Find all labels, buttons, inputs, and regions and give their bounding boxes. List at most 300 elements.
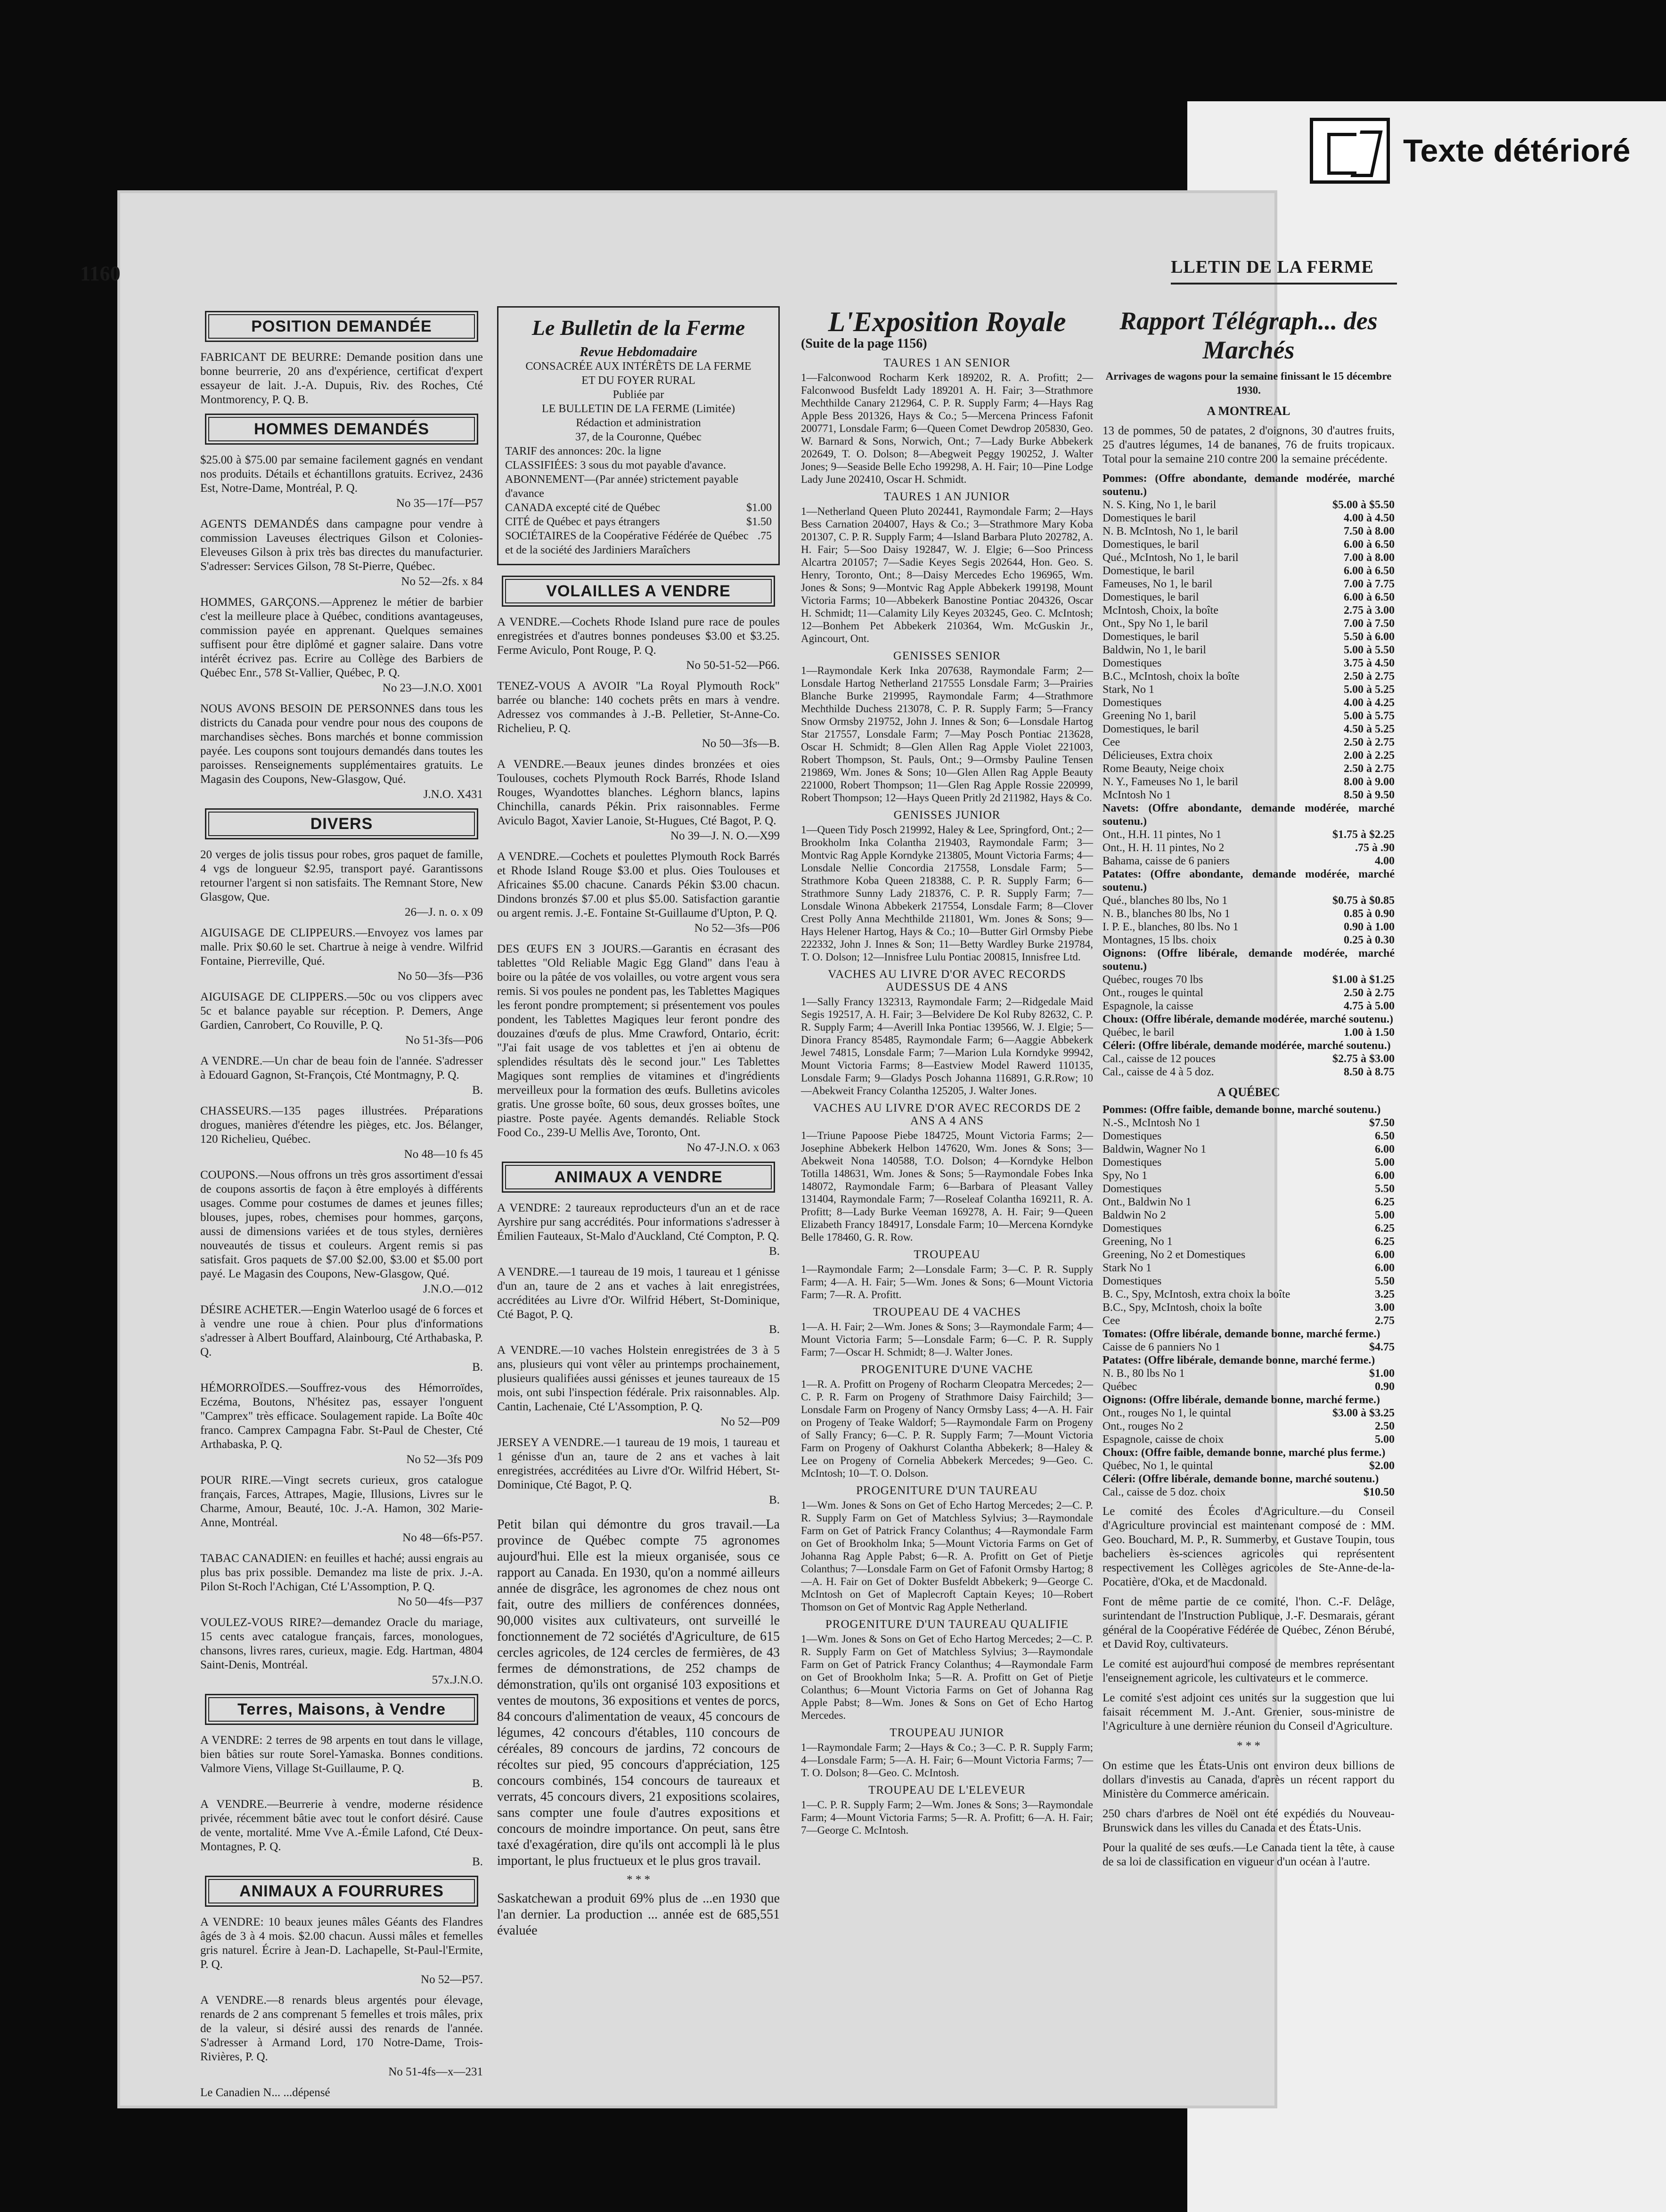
- price-value: 2.75: [1375, 1315, 1395, 1327]
- price-row: [1102, 973, 1395, 986]
- section-heading-box: [502, 1162, 775, 1193]
- price-row: [1102, 802, 1395, 828]
- ad-ref: B.: [472, 1777, 483, 1790]
- article-comite-4: Le comité s'est adjoint ces unités sur la suggestion que lui faisait récemment M. J.-Ant. Grenier, sous-ministre de l'Agriculture à une dernière réunion du Conseil d'Agriculture.: [1102, 1692, 1395, 1732]
- price-row: [1102, 894, 1395, 907]
- ad-ref: J.N.O.—012: [423, 1283, 483, 1295]
- montreal-arrivals: 13 de pommes, 50 de patates, 2 d'oignons, 30 d'autres fruits, 25 d'autres légumes, 14 de bananes, 76 de fruits tropicaux. Total pour la semaine 210 contre 200 la semaine précédente.: [1102, 424, 1395, 465]
- ad-ref: No 52—P57.: [421, 1973, 483, 1986]
- section-text: 1—C. P. R. Supply Farm; 2—Wm. Jones & Sons; 3—Raymondale Farm; 4—Mount Victoria Farms; 5—R. A. Profitt; 6—A. H. Fair; 7—George C. McIntosh.: [801, 1799, 1093, 1836]
- price-row: [1102, 828, 1395, 841]
- rate-label: SOCIÉTAIRES de la Coopérative Fédérée de Québec et de la société des Jardiniers Maraîchers: [505, 530, 749, 556]
- price-row: [1102, 643, 1395, 657]
- classified-ad: [200, 702, 483, 802]
- price-item: N. B., blanches 80 lbs, No 1: [1102, 908, 1230, 920]
- classified-ad: FABRICANT DE BEURRE: Demande position dans une bonne beurrerie, 20 ans d'expérience, certificat d'expert essayeur de lait. J.-A. Dupuis, Riv. des Roches, Cté Montmorency, P. Q. B.: [200, 351, 483, 406]
- classified-ad: [200, 1993, 483, 2079]
- header-rule: [1171, 283, 1397, 285]
- ad-ref: B.: [472, 1855, 483, 1868]
- price-item: Québec: [1102, 1381, 1137, 1393]
- price-row: [1102, 604, 1395, 617]
- separator-stars: * * *: [1237, 1740, 1260, 1752]
- price-value: $3.00 à $3.25: [1332, 1407, 1395, 1419]
- price-row: [1102, 1472, 1395, 1486]
- price-row: [1102, 683, 1395, 696]
- ad-ref: No 48—6fs-P57.: [402, 1531, 483, 1544]
- masthead-line: CONSACRÉE AUX INTÉRÊTS DE LA FERME: [525, 360, 751, 373]
- classified-ad: [200, 1616, 483, 1687]
- classified-ad: [497, 615, 780, 673]
- ad-text: CHASSEURS.—135 pages illustrées. Préparations drogues, manières d'étendre les pièges, etc. Jos. Bélanger, 120 Richelieu, Québec.: [200, 1105, 483, 1146]
- price-item: Québec, rouges 70 lbs: [1102, 974, 1203, 986]
- price-row: [1102, 696, 1395, 709]
- masthead-subtitle: Revue Hebdomadaire: [580, 345, 697, 359]
- rate-value: .75: [758, 530, 772, 542]
- price-value: 5.00: [1375, 1209, 1395, 1221]
- classified-ad: [200, 517, 483, 589]
- ad-text: A VENDRE.—Beurrerie à vendre, moderne résidence privée, récemment bâtie avec tout le confort désiré. Cause de vente, mortalité. Mme Vve A.-Émile Lafond, Cté Deux-Montagnes, P. Q.: [200, 1798, 483, 1853]
- price-row: [1102, 1222, 1395, 1235]
- section-subhead: GENISSES SENIOR: [893, 650, 1001, 662]
- price-value: $4.75: [1369, 1341, 1395, 1353]
- ad-text: HOMMES, GARÇONS.—Apprenez le métier de barbier c'est la meilleure place à Québec, conditions avantageuses, commission payée en apprenant. Quelques semaines suffisent pour être diplômé et gagner salaire. Dans votre intérêt écrivez pas. Ecrire au Collège des Barbiers de Québec Enr., 578 St-Vallier, Québec, P. Q.: [200, 596, 483, 679]
- price-item: Oignons: (Offre libérale, demande bonne, marché ferme.): [1102, 1394, 1380, 1406]
- price-item: Céleri: (Offre libérale, demande bonne, marché soutenu.): [1102, 1473, 1379, 1485]
- price-value: 6.25: [1375, 1236, 1395, 1248]
- price-value: 2.50 à 2.75: [1344, 763, 1395, 775]
- quebec-price-list: [1102, 1103, 1395, 1499]
- price-item: B. C., Spy, McIntosh, extra choix la boîte: [1102, 1288, 1290, 1301]
- section-heading-box: [502, 576, 775, 607]
- price-item: Cal., caisse de 4 à 5 doz.: [1102, 1066, 1214, 1078]
- price-item: Choux: (Offre faible, demande bonne, marché plus ferme.): [1102, 1447, 1386, 1459]
- article-subtitle: (Suite de la page 1156): [801, 336, 927, 351]
- price-item: Spy, No 1: [1102, 1170, 1148, 1182]
- price-value: 8.00 à 9.00: [1344, 776, 1395, 788]
- rate-row: [505, 515, 772, 529]
- price-value: 6.00 à 6.50: [1344, 591, 1395, 603]
- ad-text: HÉMORROÏDES.—Souffrez-vous des Hémorroïdes, Eczéma, Boutons, N'hésitez pas, essayer l'onguent "Camprex" très efficace. Soulagement rapide. La Boîte 40c franco. Camprex Campagna Fabr. St-Paul de Chester, Cté Arthabaska, P. Q.: [200, 1382, 483, 1451]
- classified-ad: [497, 942, 780, 1155]
- section-heading-box: [205, 1694, 478, 1725]
- section-subhead: TAURES 1 AN SENIOR: [883, 357, 1011, 369]
- price-row: [1102, 472, 1395, 498]
- section-subhead: PROGENITURE D'UN TAUREAU: [856, 1484, 1038, 1497]
- classified-ad: [200, 926, 483, 984]
- article-title: L'Exposition Royale: [828, 306, 1066, 337]
- ad-text: A VENDRE.—Cochets Rhode Island pure race de poules enregistrées et d'autres bonnes pondeuses $3.00 et $3.25. Ferme Aviculo, Pont Rouge, P. Q.: [497, 616, 780, 657]
- price-value: 3.75 à 4.50: [1344, 657, 1395, 669]
- article-comite-3: Le comité est aujourd'hui composé de membres représentant l'enseignement agricole, les cultivateurs et le commerce.: [1102, 1658, 1395, 1684]
- ad-ref: No 50—4fs—P37: [397, 1595, 483, 1608]
- price-item: Qué., McIntosh, No 1, le baril: [1102, 552, 1239, 564]
- ad-text: A VENDRE: 2 taureaux reproducteurs d'un an et de race Ayrshire pur sang accrédités. Pour informations s'adresser à Émilien Fauteaux, St-Malo d'Auckland, Cté Compton, P. Q.: [497, 1202, 780, 1243]
- price-item: Domestiques: [1102, 1156, 1162, 1169]
- section-heading: DIVERS: [208, 812, 475, 836]
- classified-ad: [200, 1915, 483, 1987]
- price-item: I. P. E., blanches, 80 lbs. No 1: [1102, 921, 1239, 933]
- price-row: [1102, 538, 1395, 551]
- masthead-line: 37, de la Couronne, Québec: [575, 431, 702, 443]
- price-row: [1102, 512, 1395, 525]
- price-item: Cal., caisse de 5 doz. choix: [1102, 1486, 1226, 1498]
- price-item: Stark, No 1: [1102, 683, 1154, 696]
- price-item: Pommes: (Offre abondante, demande modérée, marché soutenu.): [1102, 472, 1395, 498]
- section-text: 1—A. H. Fair; 2—Wm. Jones & Sons; 3—Raymondale Farm; 4—Mount Victoria Farm; 5—Lonsdale Farm; 6—C. P. R. Supply Farm; 7—Oscar H. Schmidt; 8—J. Walter Jones.: [801, 1321, 1093, 1358]
- price-value: 6.00 à 6.50: [1344, 538, 1395, 551]
- ad-text: A VENDRE.—Cochets et poulettes Plymouth Rock Barrés et Rhode Island Rouge $3.00 et plus. Oies Toulouses et Africaines $5.00 chacune. Canards Pékin $3.00 chacun. Dindons bronzés $7.00 et plus $5.00. Satisfaction garantie ou argent remis. J.-E. Fontaine St-Guillaume d'Upton, P. Q.: [497, 850, 780, 919]
- price-value: 6.00: [1375, 1170, 1395, 1182]
- price-value: $5.00 à $5.50: [1332, 499, 1395, 511]
- ad-text: DES ŒUFS EN 3 JOURS.—Garantis en écrasant des tablettes "Old Reliable Magic Egg Gland" dans l'eau à boire ou la pâtée de vos volailles, ou votre argent vous sera remis. Si vos poules ne pondent pas, les Tablettes Magiques les feront pondre promptement; si présentement vos poules pondent, les Tablettes Magiques leur feront pondre des douzaines d'œufs de plus. Mme Crawford, Ontario, écrit: "J'ai fait usage de vos tablettes et j'en ai obtenu de splendides résultats dès le second jour." Les Tablettes Magiques sont remplies de vitamines et d'ingrédients merveilleux pour la formation des œufs. Bulletins avicoles gratis. Une grosse boîte, 60 sous, deux grosses boîtes, une piastre. Poste payée. Agents demandés. Reliable Stock Food Co., 239-U Mellis Ave, Toronto, Ont.: [497, 943, 780, 1139]
- price-row: [1102, 1209, 1395, 1222]
- ad-ref: J.N.O. X431: [423, 788, 483, 801]
- masthead-abonnement: ABONNEMENT—(Par année) strictement payable d'avance: [505, 473, 739, 500]
- price-row: [1102, 1103, 1395, 1116]
- price-item: N.-S., McIntosh No 1: [1102, 1117, 1200, 1129]
- price-value: $7.50: [1369, 1117, 1395, 1129]
- price-item: Délicieuses, Extra choix: [1102, 749, 1213, 762]
- price-row: [1102, 1380, 1395, 1393]
- price-row: [1102, 736, 1395, 749]
- ad-ref: 26—J. n. o. x 09: [405, 906, 483, 919]
- column-exposition: [801, 306, 1093, 1837]
- column-tail-text: Le Canadien N... ...dépensé: [200, 2086, 330, 2099]
- price-row: [1102, 986, 1395, 1000]
- price-value: 4.00: [1375, 855, 1395, 867]
- price-row: [1102, 1275, 1395, 1288]
- classified-ad: [200, 1168, 483, 1296]
- price-row: [1102, 1314, 1395, 1327]
- section-heading: VOLAILLES A VENDRE: [505, 579, 772, 603]
- ad-text: TENEZ-VOUS A AVOIR "La Royal Plymouth Rock" barrée ou blanche: 140 cochets prêts en mars à vendre. Adressez vos commandes à J.-B. Pelletier, St-Anne-Co. Richelieu, P. Q.: [497, 680, 780, 735]
- article-saskatchewan: Saskatchewan a produit 69% plus de ...en 1930 que l'an dernier. La production ... année est de 685,551 évaluée: [497, 1891, 780, 1938]
- section-heading: Terres, Maisons, à Vendre: [208, 1697, 475, 1722]
- section-text: 1—R. A. Profitt on Progeny of Rocharm Cleopatra Mercedes; 2—C. P. R. Farm on Progeny of Strathmore Daisy Fairchild; 3—Lonsdale Farm on Progeny of Nancy Ormsby Lass; 4—A. H. Fair on Progeny of Teake Waldorf; 5—Raymondale Farm on Progeny of Sally Francy; 6—C. P. R. Supply Farm; 7—Mount Victoria Farm on Progeny of Oakhurst Colantha Abbekerk; 8—Haley & Lee on Progeny of Cornelia Abbekerk Mercedes; 9—Geo. C. McIntosh; 10—T. O. Dolson.: [801, 1378, 1093, 1479]
- rate-row: [505, 501, 772, 515]
- price-item: Qué., blanches 80 lbs, No 1: [1102, 895, 1228, 907]
- price-value: $2.00: [1369, 1460, 1395, 1472]
- price-row: [1102, 1433, 1395, 1446]
- ad-ref: 57x.J.N.O.: [432, 1674, 483, 1686]
- price-item: Espagnole, caisse de choix: [1102, 1433, 1224, 1446]
- classified-ad: [200, 1104, 483, 1162]
- classified-ad: [200, 848, 483, 919]
- article-comite-2: Font de même partie de ce comité, l'hon. C.-F. Delâge, surintendant de l'Instruction Publique, J.-F. Desmarais, gérant général de la Coopérative Fédérée de Québec, Zénon Bérubé, et David Roy, cultivateurs.: [1102, 1595, 1395, 1651]
- city-heading-quebec: A QUÉBEC: [1217, 1085, 1280, 1099]
- ad-ref: No 39—J. N. O.—X99: [670, 830, 780, 842]
- price-row: [1102, 1261, 1395, 1275]
- ad-text: DÉSIRE ACHETER.—Engin Waterloo usagé de 6 forces et à vendre une roue à chien. Pour plus d'informations s'adresser à Albert Bouffard, Alainbourg, Cté Arthabaska, P. Q.: [200, 1303, 483, 1358]
- section-subhead: GENISSES JUNIOR: [893, 809, 1001, 821]
- price-row: [1102, 525, 1395, 538]
- ad-ref: B.: [472, 1084, 483, 1097]
- price-row: [1102, 1130, 1395, 1143]
- ad-ref: No 50-51-52—P66.: [686, 659, 780, 672]
- price-value: 4.75 à 5.00: [1344, 1000, 1395, 1012]
- price-item: N. B., 80 lbs No 1: [1102, 1367, 1185, 1380]
- price-value: 5.50 à 6.00: [1344, 631, 1395, 643]
- price-item: Patates: (Offre libérale, demande bonne, marché ferme.): [1102, 1354, 1375, 1366]
- section-subhead: VACHES AU LIVRE D'OR AVEC RECORDS DE 2 ANS A 4 ANS: [813, 1102, 1081, 1127]
- price-value: 2.75 à 3.00: [1344, 604, 1395, 617]
- ad-text: NOUS AVONS BESOIN DE PERSONNES dans tous les districts du Canada pour vendre pour nous des coupons de marchandises sèches. Bons marchés et bonne commission payée. Les coupons sont toujours demandés dans toutes les paroisses. Renseignements supplémentaires gratuits. Le Magasin des Coupons, New-Glasgow, Qué.: [200, 702, 483, 786]
- ad-text: POUR RIRE.—Vingt secrets curieux, gros catalogue français, Farces, Attrapes, Magie, Illusions, Livres sur le Charme, Amour, Beauté, 10c. J.-A. Hamon, 302 Marie-Anne, Montréal.: [200, 1474, 483, 1529]
- price-item: Pommes: (Offre faible, demande bonne, marché soutenu.): [1102, 1104, 1381, 1116]
- ad-text: COUPONS.—Nous offrons un très gros assortiment d'essai de coupons assortis de façon à être employés à différents usages. Comme pour costumes de dames et jeunes filles; blouses, jupes, robes, chemises pour hommes, garçons, aussi de dimensions variées et de tous styles, dernières nouveautés de tissus et couleurs. Argent remis si pas satisfait. Gros paquets de $7.00 $2.00, $3.00 et $5.00 port payé. Le Magasin des Coupons, New-Glasgow, Qué.: [200, 1169, 483, 1280]
- ad-text: A VENDRE: 2 terres de 98 arpents en tout dans le village, bien bâties sur route Sorel-Yamaska. Bonnes conditions. Valmore Viens, Village St-Guillaume, P. Q.: [200, 1734, 483, 1775]
- section-subhead: TROUPEAU DE 4 VACHES: [873, 1306, 1021, 1318]
- price-value: 3.00: [1375, 1301, 1395, 1314]
- page-number: 1160: [80, 262, 121, 285]
- price-row: [1102, 1169, 1395, 1182]
- ad-text: $25.00 à $75.00 par semaine facilement gagnés en vendant nos produits. Détails et échantillons gratuits. Ecrivez, 2436 Est, Notre-Dame, Montréal, P. Q.: [200, 454, 483, 495]
- section-subhead: TAURES 1 AN JUNIOR: [883, 490, 1011, 503]
- price-value: 5.50: [1375, 1183, 1395, 1195]
- price-value: 4.00 à 4.25: [1344, 697, 1395, 709]
- price-item: Oignons: (Offre libérale, demande modérée, marché soutenu.): [1102, 947, 1395, 973]
- price-item: Domestiques, le baril: [1102, 723, 1199, 735]
- price-value: 3.25: [1375, 1288, 1395, 1301]
- masthead-line: Publiée par: [612, 389, 664, 401]
- price-row: [1102, 670, 1395, 683]
- ad-ref: No 52—3fs P09: [406, 1453, 483, 1466]
- price-row: [1102, 1065, 1395, 1079]
- classified-ad: [497, 757, 780, 843]
- price-item: Cal., caisse de 12 pouces: [1102, 1053, 1216, 1065]
- ad-ref: B.: [472, 1361, 483, 1374]
- price-row: [1102, 1182, 1395, 1195]
- price-item: Bahama, caisse de 6 paniers: [1102, 855, 1230, 867]
- price-value: 6.00: [1375, 1143, 1395, 1155]
- masthead-classifiees: CLASSIFIÉES: 3 sous du mot payable d'avance.: [505, 459, 726, 472]
- masthead-title: Le Bulletin de la Ferme: [531, 316, 745, 340]
- section-heading: POSITION DEMANDÉE: [208, 314, 475, 339]
- ad-ref: No 50—3fs—B.: [702, 737, 780, 750]
- price-row: [1102, 749, 1395, 762]
- classified-ad: [497, 1436, 780, 1507]
- price-item: Domestiques: [1102, 1275, 1162, 1287]
- price-item: Domestiques: [1102, 697, 1162, 709]
- price-item: Domestiques, le baril: [1102, 631, 1199, 643]
- price-item: Rome Beauty, Neige choix: [1102, 763, 1225, 775]
- price-item: Ont., H. H. 11 pintes, No 2: [1102, 842, 1225, 854]
- price-row: [1102, 1341, 1395, 1354]
- price-value: 2.50 à 2.75: [1344, 987, 1395, 999]
- price-item: Domestiques le baril: [1102, 512, 1196, 524]
- price-item: B.C., McIntosh, choix la boîte: [1102, 670, 1240, 683]
- price-item: Cee: [1102, 1315, 1120, 1327]
- rate-value: $1.00: [746, 502, 772, 514]
- article-christmas-trees: 250 chars d'arbres de Noël ont été expédiés du Nouveau-Brunswick dans les villes du Canada et des États-Unis.: [1102, 1807, 1395, 1834]
- section-text: 1—Netherland Queen Pluto 202441, Raymondale Farm; 2—Hays Bess Carnation 204007, Hays & Co.; 3—Strathmore Mary Koba 201307, C. P. R. Supply Farm; 4—Island Barbara Pluto 202782, A. H. Fair; 5—Soo Daisy 192847, W. J. Elgie; 6—Soo Princess Alcartra 201057; 7—Sadie Keyes Segis 202644, Hon. Geo. S. Henry, Toronto, Ont.; 8—Daisy Mercedes Echo 196965, Wm. Jones & Sons; 9—Montvic Rag Apple Abbekerk 199198, Mount Victoria Farms; 10—Abbekerk Banostine Pontiac 204326, Oscar H. Schmidt; 11—Calamity Lily Keyes 203245, Geo. C. McIntosh; 12—Bonhem Pet Abbekerk 210364, Wm. McGuskin Jr., Agincourt, Ont.: [801, 505, 1093, 644]
- ad-ref: No 52—3fs—P06: [694, 922, 780, 935]
- price-row: [1102, 1143, 1395, 1156]
- column-masthead-ads: [497, 306, 780, 1939]
- price-value: $0.75 à $0.85: [1332, 895, 1395, 907]
- price-row: [1102, 868, 1395, 894]
- ad-ref: No 50—3fs—P36: [397, 970, 483, 983]
- price-row: [1102, 1026, 1395, 1039]
- section-text: 1—Sally Francy 132313, Raymondale Farm; 2—Ridgedale Maid Segis 192517, A. H. Fair; 3—Belvidere De Kol Ruby 82632, C. P. R. Supply Farm; 4—Averill Inka Pontiac 139566, W. J. Elgie; 5—Dinora Francy 85485, Raymondale Farm; 6—Aaggie Abbekerk Jewel 74815, Lonsdale Farm; 7—Marion Lula Korndyke 99942, Mount Victoria Farms; 8—Eastview Model Rawerd 110135, Lonsdale Farm; 9—Gladys Posch Johanna 116891, G.R.Row; 10—Abekweit Francy Colantha 125205, J. Walter Jones.: [801, 996, 1093, 1097]
- price-value: 0.90: [1375, 1381, 1395, 1393]
- price-item: Caisse de 6 panniers No 1: [1102, 1341, 1220, 1353]
- city-heading-montreal: A MONTREAL: [1207, 404, 1290, 418]
- price-row: [1102, 1393, 1395, 1407]
- section-heading-box: [205, 311, 478, 342]
- price-row: [1102, 1156, 1395, 1169]
- price-row: [1102, 1446, 1395, 1459]
- price-value: 6.50: [1375, 1130, 1395, 1142]
- ad-ref: No 35—17f—P57: [396, 497, 483, 510]
- price-row: [1102, 1407, 1395, 1420]
- price-item: Choux: (Offre libérale, demande modérée, marché soutenu.): [1102, 1013, 1394, 1025]
- ad-text: A VENDRE: 10 beaux jeunes mâles Géants des Flandres âgés de 3 à 4 mois. $2.00 chacun. Aussi mâles et femelles gris naturel. Écrire à Jean-D. Lachapelle, St-Paul-l'Ermite, P. Q.: [200, 1916, 483, 1971]
- section-subhead: PROGENITURE D'UN TAUREAU QUALIFIE: [825, 1618, 1069, 1631]
- masthead-line: Rédaction et administration: [576, 417, 701, 429]
- price-row: [1102, 1354, 1395, 1367]
- price-item: Ont., rouges No 1, le quintal: [1102, 1407, 1232, 1419]
- ad-text: TABAC CANADIEN: en feuilles et haché; aussi engrais au plus bas prix possible. Demandez ma liste de prix. J.-A. Pilon St-Roch l'Achigan, Cté L'Assomption, P. Q.: [200, 1552, 483, 1593]
- price-item: Baldwin, Wagner No 1: [1102, 1143, 1207, 1155]
- ad-ref: B.: [769, 1323, 780, 1336]
- section-subhead: TROUPEAU DE L'ELEVEUR: [868, 1784, 1026, 1797]
- article-egg-quality: Pour la qualité de ses œufs.—Le Canada tient la tête, à cause de sa loi de classification en vigueur d'un océan à l'autre.: [1102, 1841, 1395, 1868]
- price-row: [1102, 1248, 1395, 1261]
- price-item: Stark No 1: [1102, 1262, 1152, 1274]
- price-row: [1102, 1327, 1395, 1341]
- price-item: Greening, No 2 et Domestiques: [1102, 1249, 1246, 1261]
- separator-stars: * * *: [627, 1873, 650, 1886]
- market-report-intro: Arrivages de wagons pour la semaine finissant le 15 décembre 1930.: [1105, 370, 1392, 396]
- price-item: Ont., Spy No 1, le baril: [1102, 618, 1208, 630]
- price-row: [1102, 1459, 1395, 1472]
- price-item: Baldwin, No 1, le baril: [1102, 644, 1206, 656]
- section-text: 1—Wm. Jones & Sons on Get of Echo Hartog Mercedes; 2—C. P. R. Supply Farm on Get of Matchless Sylvius; 3—Raymondale Farm on Get of Patrick Francy Colanthus; 4—Raymondale Farm on Get of Brookholm Inka; 5—Mount Victoria Farms on Get of Johanna Rag Apple Pabst; 6—R. A. Profitt on Get of Pietje Colanthus; 7—Lonsdale Farm on Get of Fafonit Ormsby Hartog; 8—A. H. Fair on Get of Dokter Busfeldt Abbekerk; 9—George C. McIntosh on Get of Maplecroft Captain Keyes; 10—Robert Thomson on Get of Montvic Rag Apple Netherland.: [801, 1499, 1093, 1613]
- price-value: 6.00: [1375, 1249, 1395, 1261]
- section-heading: HOMMES DEMANDÉS: [208, 417, 475, 441]
- price-item: Ont., Baldwin No 1: [1102, 1196, 1192, 1208]
- section-heading: ANIMAUX A FOURRURES: [208, 1879, 475, 1903]
- price-value: 4.00 à 4.50: [1344, 512, 1395, 524]
- ad-text: A VENDRE.—8 renards bleus argentés pour élevage, renards de 2 ans comprenant 5 femelles et trois mâles, prix de la valeur, si désiré aussi des renards de l'année. S'adresser à Armand Lord, 170 Notre-Dame, Trois-Rivières, P. Q.: [200, 1994, 483, 2063]
- rate-value: $1.50: [746, 516, 772, 528]
- price-row: [1102, 564, 1395, 577]
- ad-text: VOULEZ-VOUS RIRE?—demandez Oracle du mariage, 15 cents avec catalogue français, farces, monologues, chansons, livres rares, curieux, magie. Edg. Hartman, 4804 Saint-Denis, Montréal.: [200, 1616, 483, 1671]
- damaged-page-icon: [1310, 118, 1390, 184]
- price-row: [1102, 907, 1395, 920]
- price-row: [1102, 841, 1395, 854]
- price-item: Tomates: (Offre libérale, demande bonne, marché ferme.): [1102, 1328, 1380, 1340]
- ad-ref: No 48—10 fs 45: [404, 1148, 483, 1161]
- ad-text: A VENDRE.—10 vaches Holstein enregistrées de 3 à 5 ans, plusieurs qui vont vêler au printemps prochainement, plusieurs qualifiées aussi génisses et jeunes taureaux de 15 mois, ont subi l'inspection fédérale. Prix raisonnables. Alp. Cantin, Lachenaie, Cté L'Assomption, P. Q.: [497, 1344, 780, 1413]
- price-value: 4.50 à 5.25: [1344, 723, 1395, 735]
- price-item: N. Y., Fameuses No 1, le baril: [1102, 776, 1238, 788]
- price-row: [1102, 591, 1395, 604]
- classified-ad: [200, 1473, 483, 1545]
- section-text: 1—Triune Papoose Piebe 184725, Mount Victoria Farms; 2—Josephine Abbekerk Helbon 147620, Wm. Jones & Sons; 3—Abekweit Nona 140588, T.O. Dolson; 4—Korndyke Helbon Totilla 148631, Wm. Jones & Sons; 5—Raymondale Fobes Inka 148072, Raymondale Farm; 6—Barbara of Pleasant Valley 131404, Raymondale Farm; 7—Roseleaf Colantha 169211, R. A. Profitt; 8—Lady Burke Veeman 169278, A. H. Fair; 9—Queen Elizabeth Francy 184917, Lonsdale Farm; 10—Mercena Korndyke Belle 178460, G. R. Row.: [801, 1130, 1093, 1243]
- price-row: [1102, 577, 1395, 591]
- ad-text: AGENTS DEMANDÉS dans campagne pour vendre à commission Laveuses électriques Gilson et Colonies-Eleveuses Gilson à prix très bas directes du manufacturier. S'adresser: Services Gilson, 78 St-Pierre, Québec.: [200, 518, 483, 573]
- price-row: [1102, 1116, 1395, 1130]
- classified-ad: [497, 1343, 780, 1429]
- price-value: $2.75 à $3.00: [1332, 1053, 1395, 1065]
- section-heading-box: [205, 414, 478, 445]
- price-item: Céleri: (Offre libérale, demande modérée, marché soutenu.): [1102, 1040, 1391, 1052]
- damaged-text-notice: [1310, 118, 1630, 184]
- masthead-line: LE BULLETIN DE LA FERME (Limitée): [542, 403, 735, 415]
- ad-text: 20 verges de jolis tissus pour robes, gros paquet de famille, 4 vgs de longueur $2.95, transport payé. Garantissons retourner l'argent si non satisfaits. The Remnant Store, New Glasgow, Que.: [200, 848, 483, 903]
- price-value: 7.00 à 8.00: [1344, 552, 1395, 564]
- section-subhead: PROGENITURE D'UNE VACHE: [861, 1363, 1033, 1376]
- price-row: [1102, 1039, 1395, 1052]
- price-row: [1102, 1301, 1395, 1314]
- price-item: Montagnes, 15 lbs. choix: [1102, 934, 1217, 946]
- price-item: Québec, le baril: [1102, 1026, 1175, 1039]
- price-value: 2.50: [1375, 1420, 1395, 1432]
- column-market-report: [1102, 306, 1395, 1875]
- ad-text: JERSEY A VENDRE.—1 taureau de 19 mois, 1 taureau et 1 génisse d'un an, taure de 2 ans et vaches à lait enregistrées, accréditées au Livre d'Or. Wilfrid Hébert, St-Dominique, Cté Bagot, P. Q.: [497, 1436, 780, 1491]
- price-value: 0.85 à 0.90: [1344, 908, 1395, 920]
- classified-ad: [200, 1733, 483, 1791]
- price-value: 5.00: [1375, 1156, 1395, 1169]
- price-row: [1102, 1000, 1395, 1013]
- price-item: Domestiques: [1102, 657, 1162, 669]
- price-value: 7.00 à 7.75: [1344, 578, 1395, 590]
- article-bilan: Petit bilan qui démontre du gros travail.—La province de Québec compte 75 agronomes aujourd'hui. Elle est la mieux organisée, sous ce rapport au Canada. En 1930, qu'on a nommé ailleurs année de disgrâce, les agronomes de chez nous ont fait, outre des milliers de conférences données, 90,000 visites aux cultivateurs, ont surveillé le fonctionnement de 72 sociétés d'Agriculture, de 615 cercles agricoles, de 124 cercles de fermières, de 43 fermes de démonstrations, de 252 champs de démonstration, qu'ils ont organisé 103 expositions et ventes de moutons, 36 expositions et ventes de porcs, 84 concours d'alimentation de veaux, 45 concours de légumes, 42 concours d'étables, 110 concours de céréales, 89 concours de jardins, 72 concours de récoltes sur pied, 95 concours d'appréciation, 125 concours combinés, 154 concours de taureaux et verrats, 45 concours divers, 21 expositions scolaires, sans compter une foule d'autres expositions et concours de moindre importance. On peut, sans être taxé d'exagération, dire qu'ils ont accompli là le plus important, le plus fructueux et le plus gros travail.: [497, 1517, 780, 1868]
- montreal-price-list: [1102, 472, 1395, 1079]
- price-item: Ont., rouges le quintal: [1102, 987, 1203, 999]
- price-row: [1102, 920, 1395, 934]
- price-value: 8.50 à 8.75: [1344, 1066, 1395, 1078]
- price-row: [1102, 1486, 1395, 1499]
- price-row: [1102, 1052, 1395, 1065]
- price-value: 6.25: [1375, 1222, 1395, 1235]
- price-value: $1.00: [1369, 1367, 1395, 1380]
- price-item: McIntosh No 1: [1102, 789, 1171, 801]
- section-subhead: TROUPEAU: [914, 1248, 980, 1261]
- price-row: [1102, 657, 1395, 670]
- ad-text: A VENDRE.—1 taureau de 19 mois, 1 taureau et 1 génisse d'un an, taure de 2 ans et vaches à lait enregistrées, accréditées au Livre d'Or. Wilfrid Hébert, St-Dominique, Cté Bagot, P. Q.: [497, 1266, 780, 1321]
- price-item: B.C., Spy, McIntosh, choix la boîte: [1102, 1301, 1262, 1314]
- section-text: 1—Wm. Jones & Sons on Get of Echo Hartog Mercedes; 2—C. P. R. Supply Farm on Get of Matchless Sylvius; 3—Raymondale Farm on Get of Patrick Francy Colanthus; 4—Raymondale Farm on Get of Brookholm Inka; 5—R. A. Profitt on Get of Pietje Colanthus; 6—Mount Victoria Farms on Get of Johanna Rag Apple Pabst; 8—Wm. Jones & Sons on Get of Echo Hartog Mercedes.: [801, 1633, 1093, 1721]
- ad-text: AIGUISAGE DE CLIPPEURS.—Envoyez vos lames par malle. Prix $0.60 le set. Chartrue à neige à vendre. Wilfrid Fontaine, Pierreville, Qué.: [200, 927, 483, 968]
- price-item: Cee: [1102, 736, 1120, 748]
- article-comite: Le comité des Écoles d'Agriculture.—du Conseil d'Agriculture provincial est maintenant composé de : MM. Geo. Bouchard, M. P., R. Summerby, et Gustave Toupin, tous bacheliers ès-sciences agricoles qui représentent respectivement les Collèges agricoles de Ste-Anne-de-la-Pocatière, d'Oka, et de Macdonald.: [1102, 1505, 1395, 1588]
- classified-ad: [497, 1265, 780, 1337]
- price-row: [1102, 762, 1395, 775]
- column-classifieds: [200, 306, 483, 2106]
- ad-text: A VENDRE.—Beaux jeunes dindes bronzées et oies Toulouses, cochets Plymouth Rock Barrés, Rhode Island Rouges, Wyandottes blanches. Léghorn blancs, lapins Chinchilla, canards Pékin. Prix raisonnables. Ferme Aviculo Bagot, Xavier Lanoie, St-Hugues, Cté Bagot, P. Q.: [497, 758, 780, 827]
- section-heading-box: [205, 1876, 478, 1907]
- price-row: [1102, 617, 1395, 630]
- price-value: 6.00: [1375, 1262, 1395, 1274]
- price-row: [1102, 1288, 1395, 1301]
- price-row: [1102, 789, 1395, 802]
- price-row: [1102, 709, 1395, 723]
- classified-ad: [497, 1201, 780, 1259]
- ad-ref: No 23—J.N.O. X001: [382, 682, 483, 694]
- price-row: [1102, 1235, 1395, 1248]
- price-row: [1102, 1420, 1395, 1433]
- price-value: .75 à .90: [1355, 842, 1395, 854]
- price-item: Greening, No 1: [1102, 1236, 1173, 1248]
- price-item: Espagnole, la caisse: [1102, 1000, 1193, 1012]
- price-value: 2.50 à 2.75: [1344, 736, 1395, 748]
- article-usa-investments: On estime que les États-Unis ont environ deux billions de dollars d'investis au Canada, d'après un récent rapport du Ministère du Commerce américain.: [1102, 1759, 1395, 1800]
- price-value: 6.00 à 6.50: [1344, 565, 1395, 577]
- price-item: Québec, No 1, le quintal: [1102, 1460, 1213, 1472]
